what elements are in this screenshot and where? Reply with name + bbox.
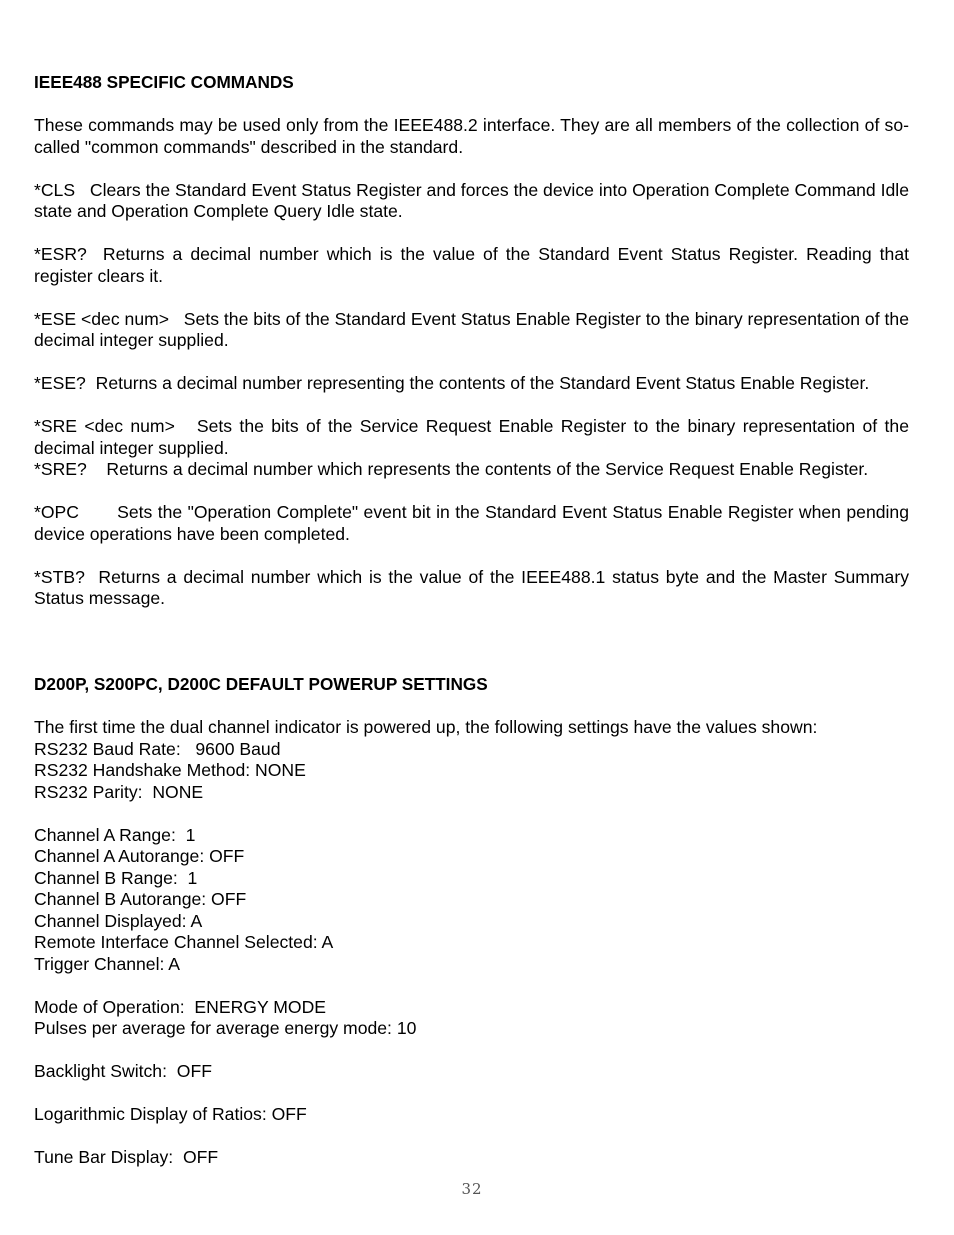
- ieee488-intro-paragraph: These commands may be used only from the IEEE488.2 interface. They are all members of the collection of so-called "common commands" described in the standard.: [34, 115, 909, 157]
- setting-rs232-parity: RS232 Parity: NONE: [34, 781, 204, 802]
- command-description: Clears the Standard Event Status Register and forces the device into Operation Complete Command Idle state and Operation Complete Query Idle state.: [34, 179, 909, 221]
- setting-channel-a-autorange: Channel A Autorange: OFF: [34, 846, 245, 866]
- setting-rs232-baud: RS232 Baud Rate: 9600 Baud: [34, 738, 281, 759]
- setting-remote-channel: Remote Interface Channel Selected: A: [34, 932, 334, 952]
- section-heading-powerup: D200P, S200PC, D200C DEFAULT POWERUP SETTINGS: [34, 674, 488, 694]
- section-heading-ieee488: IEEE488 SPECIFIC COMMANDS: [34, 72, 294, 92]
- command-name: *ESE <dec num>: [34, 308, 170, 329]
- command-esr-query: [34, 244, 909, 287]
- document-page: [34, 72, 909, 1169]
- setting-backlight: Backlight Switch: OFF: [34, 1061, 212, 1081]
- command-name: *ESE?: [34, 373, 86, 393]
- command-opc: [34, 502, 909, 545]
- command-description: Sets the bits of the Service Request Enable Register to the binary representation of the decimal integer supplied.: [34, 416, 909, 458]
- command-description: Sets the bits of the Standard Event Status Enable Register to the binary representation of the decimal integer supplied.: [34, 308, 909, 350]
- command-description: Returns a decimal number which represents the contents of the Service Request Enable Register.: [106, 459, 869, 479]
- command-sre: [34, 416, 909, 459]
- command-cls: [34, 180, 909, 223]
- command-name: *OPC: [34, 502, 79, 522]
- setting-channel-b-range: Channel B Range: 1: [34, 867, 198, 888]
- setting-channel-b-autorange: Channel B Autorange: OFF: [34, 889, 247, 909]
- command-stb-query: [34, 567, 909, 610]
- command-name: *SRE <dec num>: [34, 416, 175, 436]
- command-name: *CLS: [34, 179, 76, 200]
- command-ese-query: [34, 373, 909, 395]
- command-name: *SRE?: [34, 459, 87, 479]
- command-description: Returns a decimal number representing the contents of the Standard Event Status Enable Register.: [95, 373, 870, 393]
- command-description: Returns a decimal number which is the value of the Standard Event Status Register. Reading that register clears it.: [34, 244, 909, 286]
- command-description: Sets the "Operation Complete" event bit in the Standard Event Status Enable Register when pending device operations have been completed.: [34, 502, 909, 544]
- setting-rs232-handshake: RS232 Handshake Method: NONE: [34, 760, 306, 780]
- setting-trigger-channel: Trigger Channel: A: [34, 953, 181, 974]
- command-name: *ESR?: [34, 244, 87, 264]
- setting-channel-displayed: Channel Displayed: A: [34, 910, 203, 931]
- setting-mode-of-operation: Mode of Operation: ENERGY MODE: [34, 996, 327, 1017]
- setting-tune-bar: Tune Bar Display: OFF: [34, 1147, 219, 1167]
- command-sre-query: [34, 459, 909, 481]
- command-description: Returns a decimal number which is the value of the IEEE488.1 status byte and the Master Summary Status message.: [34, 566, 909, 608]
- powerup-intro: The first time the dual channel indicator is powered up, the following settings have the values shown:: [34, 717, 818, 737]
- command-ese: [34, 309, 909, 352]
- setting-log-display: Logarithmic Display of Ratios: OFF: [34, 1104, 307, 1124]
- command-name: *STB?: [34, 566, 85, 587]
- page-number: 32: [461, 1180, 483, 1198]
- setting-pulses-per-average: Pulses per average for average energy mode: 10: [34, 1018, 417, 1038]
- setting-channel-a-range: Channel A Range: 1: [34, 824, 196, 845]
